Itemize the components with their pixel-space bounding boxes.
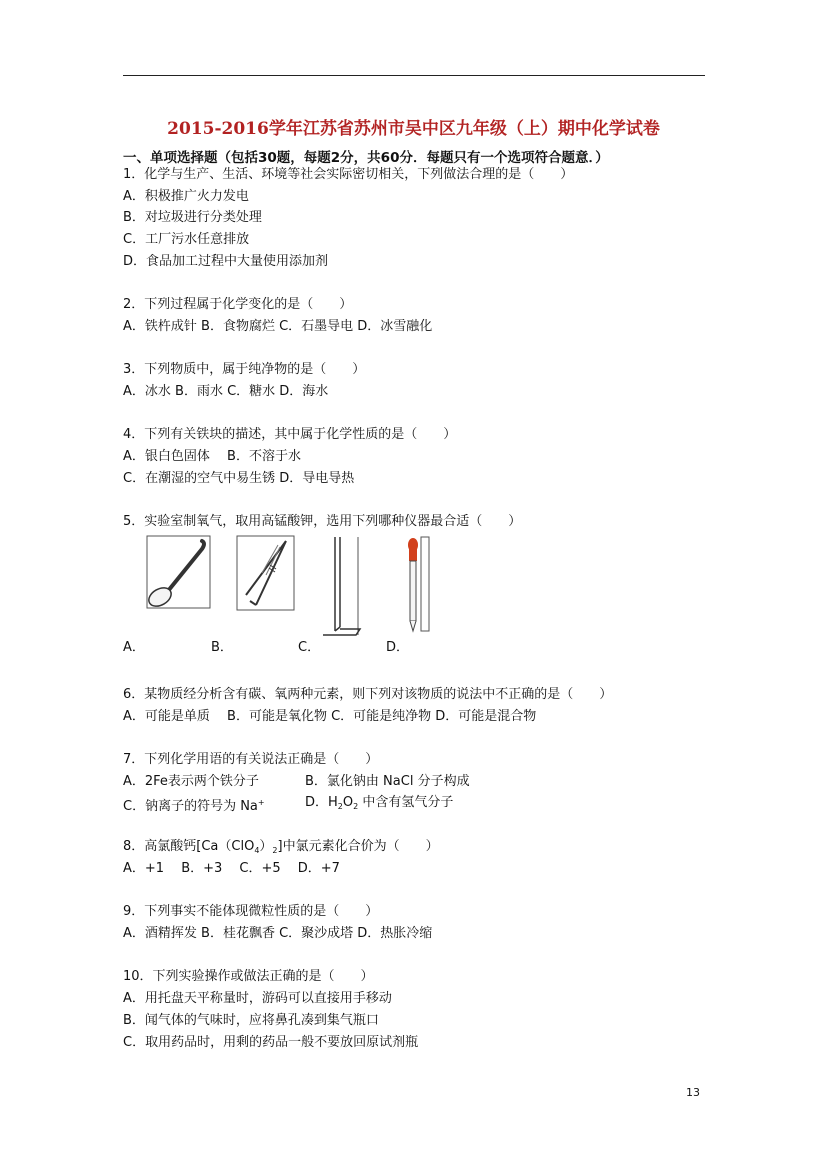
q7-stem: 7．下列化学用语的有关说法正确是（ ） [123, 752, 379, 767]
q7-d-sub2: 2 [353, 802, 359, 811]
q1-option-b: B．对垃圾进行分类处理 [123, 210, 262, 225]
q7-d-post: 中含有氢气分子 [358, 795, 454, 810]
q1-option-a: A．积极推广火力发电 [123, 189, 249, 204]
q7-option-a: A．2Fe表示两个铁分子 [123, 774, 259, 789]
q9-stem: 9．下列事实不能体现微粒性质的是（ ） [123, 904, 379, 919]
q8-options: A．+1 B．+3 C．+5 D．+7 [123, 861, 340, 876]
q7-option-c [123, 795, 265, 815]
q7-d-pre: D．H [305, 795, 338, 810]
q10-stem: 10．下列实验操作或做法正确的是（ ） [123, 969, 374, 984]
q1-option-d: D．食品加工过程中大量使用添加剂 [123, 254, 329, 269]
q3-options: A．冰水 B．雨水 C．糖水 D．海水 [123, 384, 329, 399]
q4-stem: 4．下列有关铁块的描述，其中属于化学性质的是（ ） [123, 427, 457, 442]
q8-stem [123, 839, 439, 859]
q7-c-superscript: + [257, 798, 265, 807]
q7-d-sub1: 2 [337, 802, 343, 811]
q8-stem-post: ]中氯元素化合价为（ ） [277, 839, 439, 854]
page-title: 2015-2016学年江苏省苏州市吴中区九年级（上）期中化学试卷 [167, 119, 660, 139]
q5-stem: 5．实验室制氧气，取用高锰酸钾，选用下列哪种仪器最合适（ ） [123, 514, 522, 529]
q2-stem: 2．下列过程属于化学变化的是（ ） [123, 297, 353, 312]
q2-options: A．铁杵成针 B．食物腐烂 C．石墨导电 D．冰雪融化 [123, 319, 433, 334]
tweezers-figure [236, 535, 296, 613]
q7-option-b: B．氯化钠由 NaCl 分子构成 [305, 774, 470, 789]
spoon-figure [146, 535, 212, 611]
q5-option-d: D． [386, 640, 410, 655]
spatula-figure [320, 535, 364, 641]
q7-d-mid: O [342, 795, 354, 810]
q10-option-b: B．闻气体的气味时，应将鼻孔凑到集气瓶口 [123, 1013, 379, 1028]
q10-option-c: C．取用药品时，用剩的药品一般不要放回原试剂瓶 [123, 1035, 419, 1050]
q3-stem: 3．下列物质中，属于纯净物的是（ ） [123, 362, 366, 377]
q5-option-a: A． [123, 640, 145, 655]
q6-options: A．可能是单质 B．可能是氧化物 C．可能是纯净物 D．可能是混合物 [123, 709, 537, 724]
q4-options-row1: A．银白色固体 B．不溶于水 [123, 449, 301, 464]
q5-option-c: C． [298, 640, 321, 655]
page-number: 13 [686, 1086, 700, 1099]
q8-stem-mid: ） [259, 839, 273, 854]
section-heading: 一、单项选择题（包括30题，每题2分，共60分．每题只有一个选项符合题意．） [123, 150, 609, 166]
q7-option-d [305, 795, 453, 815]
q8-sub2: 2 [272, 846, 278, 855]
q10-option-a: A．用托盘天平称量时，游码可以直接用手移动 [123, 991, 392, 1006]
q5-option-b: B． [211, 640, 233, 655]
q4-options-row2: C．在潮湿的空气中易生锈 D．导电导热 [123, 471, 355, 486]
q6-stem: 6．某物质经分析含有碳、氧两种元素，则下列对该物质的说法中不正确的是（ ） [123, 687, 613, 702]
header-rule [123, 75, 705, 76]
q7-c-text: C．钠离子的符号为 Na [123, 799, 258, 814]
q1-option-c: C．工厂污水任意排放 [123, 232, 250, 247]
q9-options: A．酒精挥发 B．桂花飘香 C．聚沙成塔 D．热胀冷缩 [123, 926, 433, 941]
q8-sub1: 4 [254, 846, 260, 855]
dropper-figure [398, 535, 432, 635]
q1-stem: 1．化学与生产、生活、环境等社会实际密切相关，下列做法合理的是（ ） [123, 167, 574, 182]
q8-stem-pre: 8．高氯酸钙[Ca（ClO [123, 839, 255, 854]
